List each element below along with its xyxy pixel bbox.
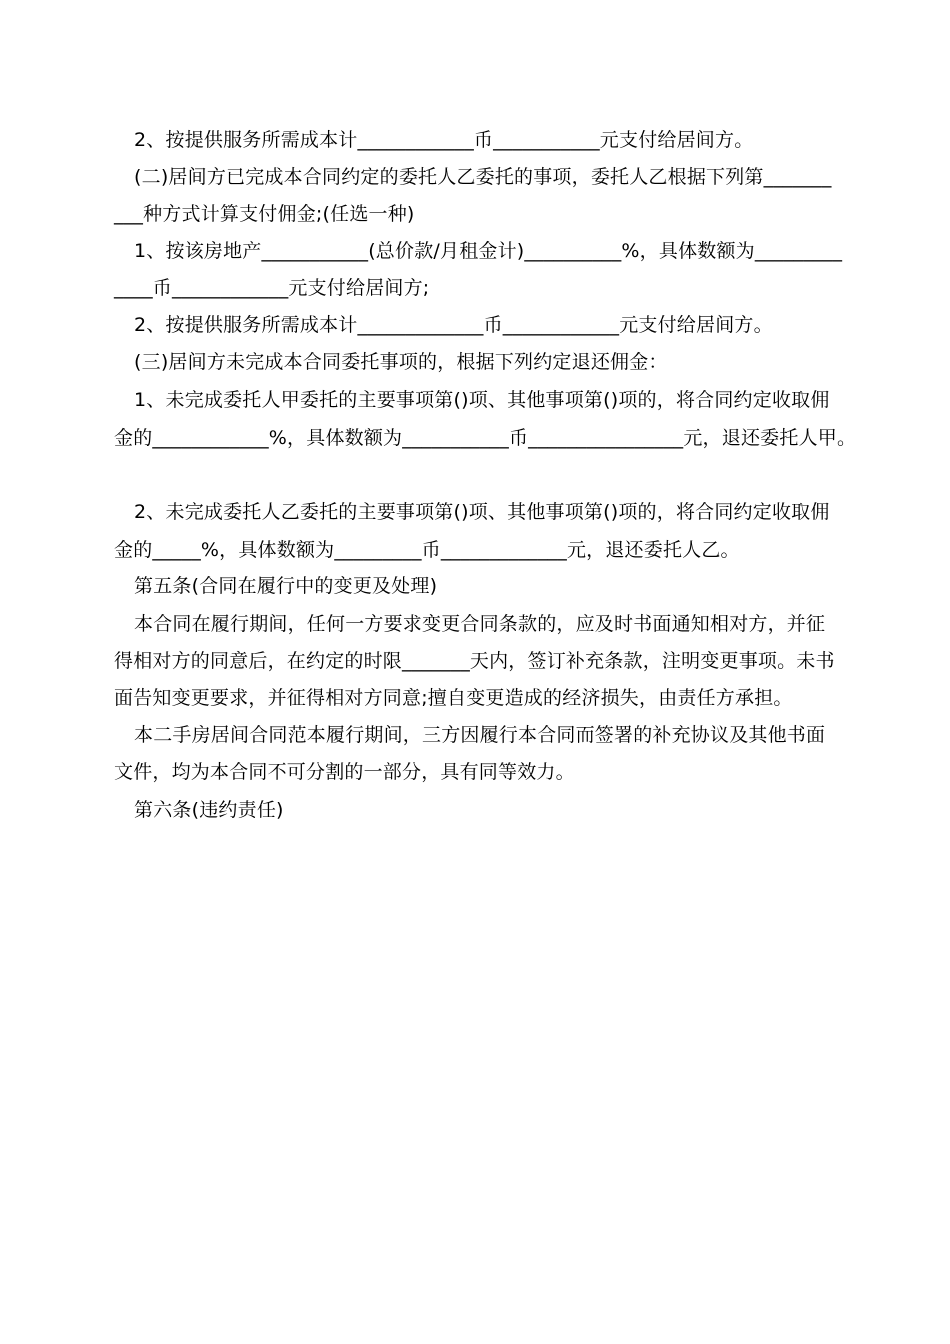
text-line: ___种方式计算支付佣金;(任选一种) <box>114 203 415 225</box>
text-line: 2、按提供服务所需成本计____________币___________元支付给居间方。 <box>134 129 754 151</box>
text-line: ____币____________元支付给居间方; <box>114 277 430 299</box>
text-line: 文件，均为本合同不可分割的一部分，具有同等效力。 <box>114 761 575 783</box>
text-line: 金的_____%，具体数额为_________币_____________元，退还委托人乙。 <box>114 539 740 561</box>
text-line: 1、未完成委托人甲委托的主要事项第()项、其他事项第()项的，将合同约定收取佣 <box>134 389 830 411</box>
text-line: 1、按该房地产___________(总价款/月租金计)__________%，具体数额为_________ <box>134 240 843 262</box>
text-line: (三)居间方未完成本合同委托事项的，根据下列约定退还佣金： <box>134 351 668 373</box>
text-line: 得相对方的同意后，在约定的时限_______天内，签订补充条款，注明变更事项。未书 <box>114 650 835 672</box>
text-line: 2、按提供服务所需成本计_____________币____________元支付给居间方。 <box>134 314 773 336</box>
text-line: 本合同在履行期间，任何一方要求变更合同条款的，应及时书面通知相对方，并征 <box>134 613 826 635</box>
text-line: 2、未完成委托人乙委托的主要事项第()项、其他事项第()项的，将合同约定收取佣 <box>134 501 830 523</box>
text-line: (二)居间方已完成本合同约定的委托人乙委托的事项，委托人乙根据下列第_______ <box>134 166 832 188</box>
section-heading: 第六条(违约责任) <box>134 799 284 821</box>
text-line: 本二手房居间合同范本履行期间，三方因履行本合同而签署的补充协议及其他书面 <box>134 724 826 746</box>
section-heading: 第五条(合同在履行中的变更及处理) <box>134 575 438 597</box>
text-line: 金的____________%，具体数额为___________币________________元，退还委托人甲。 <box>114 427 857 449</box>
text-line: 面告知变更要求，并征得相对方同意;擅自变更造成的经济损失，由责任方承担。 <box>114 687 793 709</box>
